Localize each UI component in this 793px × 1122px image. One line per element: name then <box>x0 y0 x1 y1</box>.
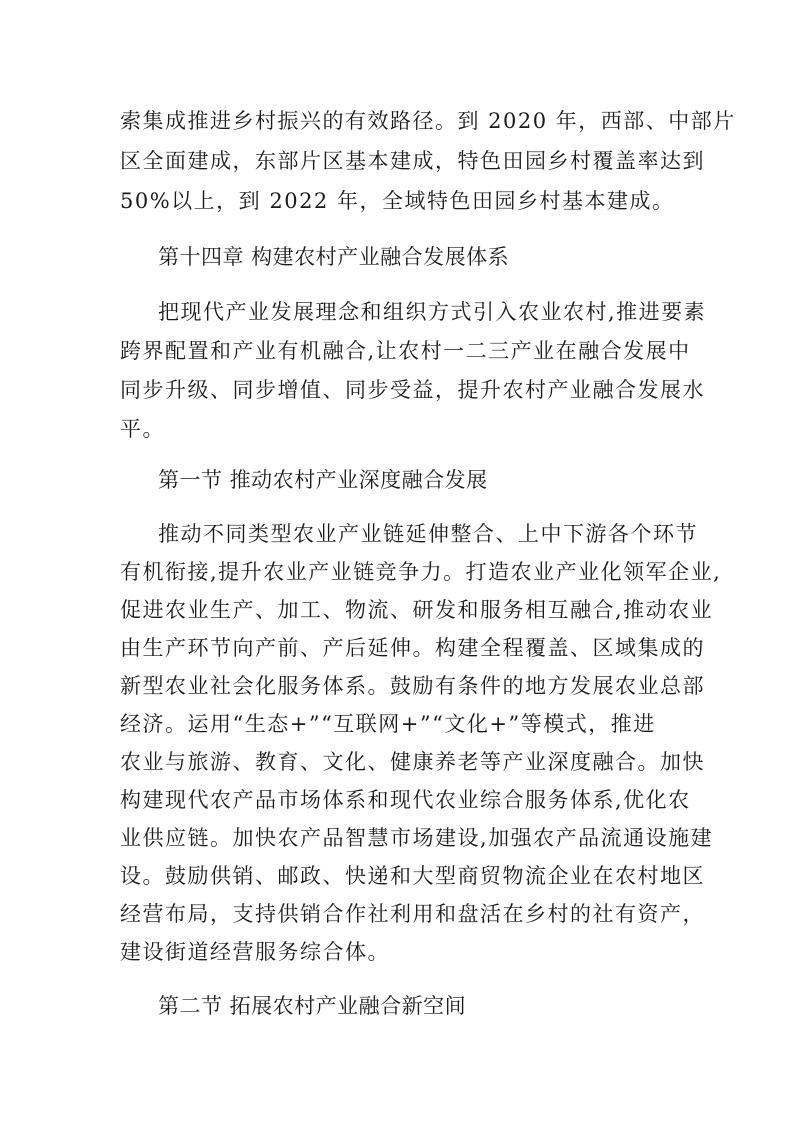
body-text-line: 索集成推进乡村振兴的有效路径。到 2020 年，西部、中部片 <box>120 109 736 133</box>
body-text-line: 农业与旅游、教育、文化、健康养老等产业深度融合。加快 <box>120 750 705 774</box>
body-text-line: 由生产环节向产前、产后延伸。构建全程覆盖、区域集成的 <box>120 636 705 660</box>
body-text-line: 经营布局，支持供销合作社利用和盘活在乡村的社有资产， <box>120 902 705 926</box>
body-text-line: 50%以上，到 2022 年，全域特色田园乡村基本建成。 <box>120 189 675 213</box>
chapter-heading: 第十四章 构建农村产业融合发展体系 <box>158 245 510 269</box>
section-heading: 第一节 推动农村产业深度融合发展 <box>158 468 488 492</box>
body-text-line: 区全面建成，东部片区基本建成，特色田园乡村覆盖率达到 <box>120 149 705 173</box>
section-heading: 第二节 拓展农村产业融合新空间 <box>158 994 467 1018</box>
body-text-line: 建设街道经营服务综合体。 <box>120 940 390 964</box>
body-text-line: 业供应链。加快农产品智慧市场建设,加强农产品流通设施建 <box>120 826 714 850</box>
body-text-line: 同步升级、同步增值、同步受益，提升农村产业融合发展水 <box>120 378 705 402</box>
body-text-line: 设。鼓励供销、邮政、快递和大型商贸物流企业在农村地区 <box>120 864 705 888</box>
body-text-line: 促进农业生产、加工、物流、研发和服务相互融合,推动农业 <box>120 598 714 622</box>
body-text-line: 把现代产业发展理念和组织方式引入农业农村,推进要素 <box>158 300 707 324</box>
body-text-line: 经济。运用“生态+”“互联网+”“文化+”等模式，推进 <box>120 712 656 736</box>
body-text-line: 构建现代农产品市场体系和现代农业综合服务体系,优化农 <box>120 788 691 812</box>
body-text-line: 平。 <box>120 417 165 441</box>
body-text-line: 推动不同类型农业产业链延伸整合、上中下游各个环节 <box>158 522 698 546</box>
body-text-line: 跨界配置和产业有机融合,让农村一二三产业在融合发展中 <box>120 339 691 363</box>
body-text-line: 新型农业社会化服务体系。鼓励有条件的地方发展农业总部 <box>120 674 705 698</box>
body-text-line: 有机衔接,提升农业产业链竞争力。打造农业产业化领军企业, <box>120 560 722 584</box>
